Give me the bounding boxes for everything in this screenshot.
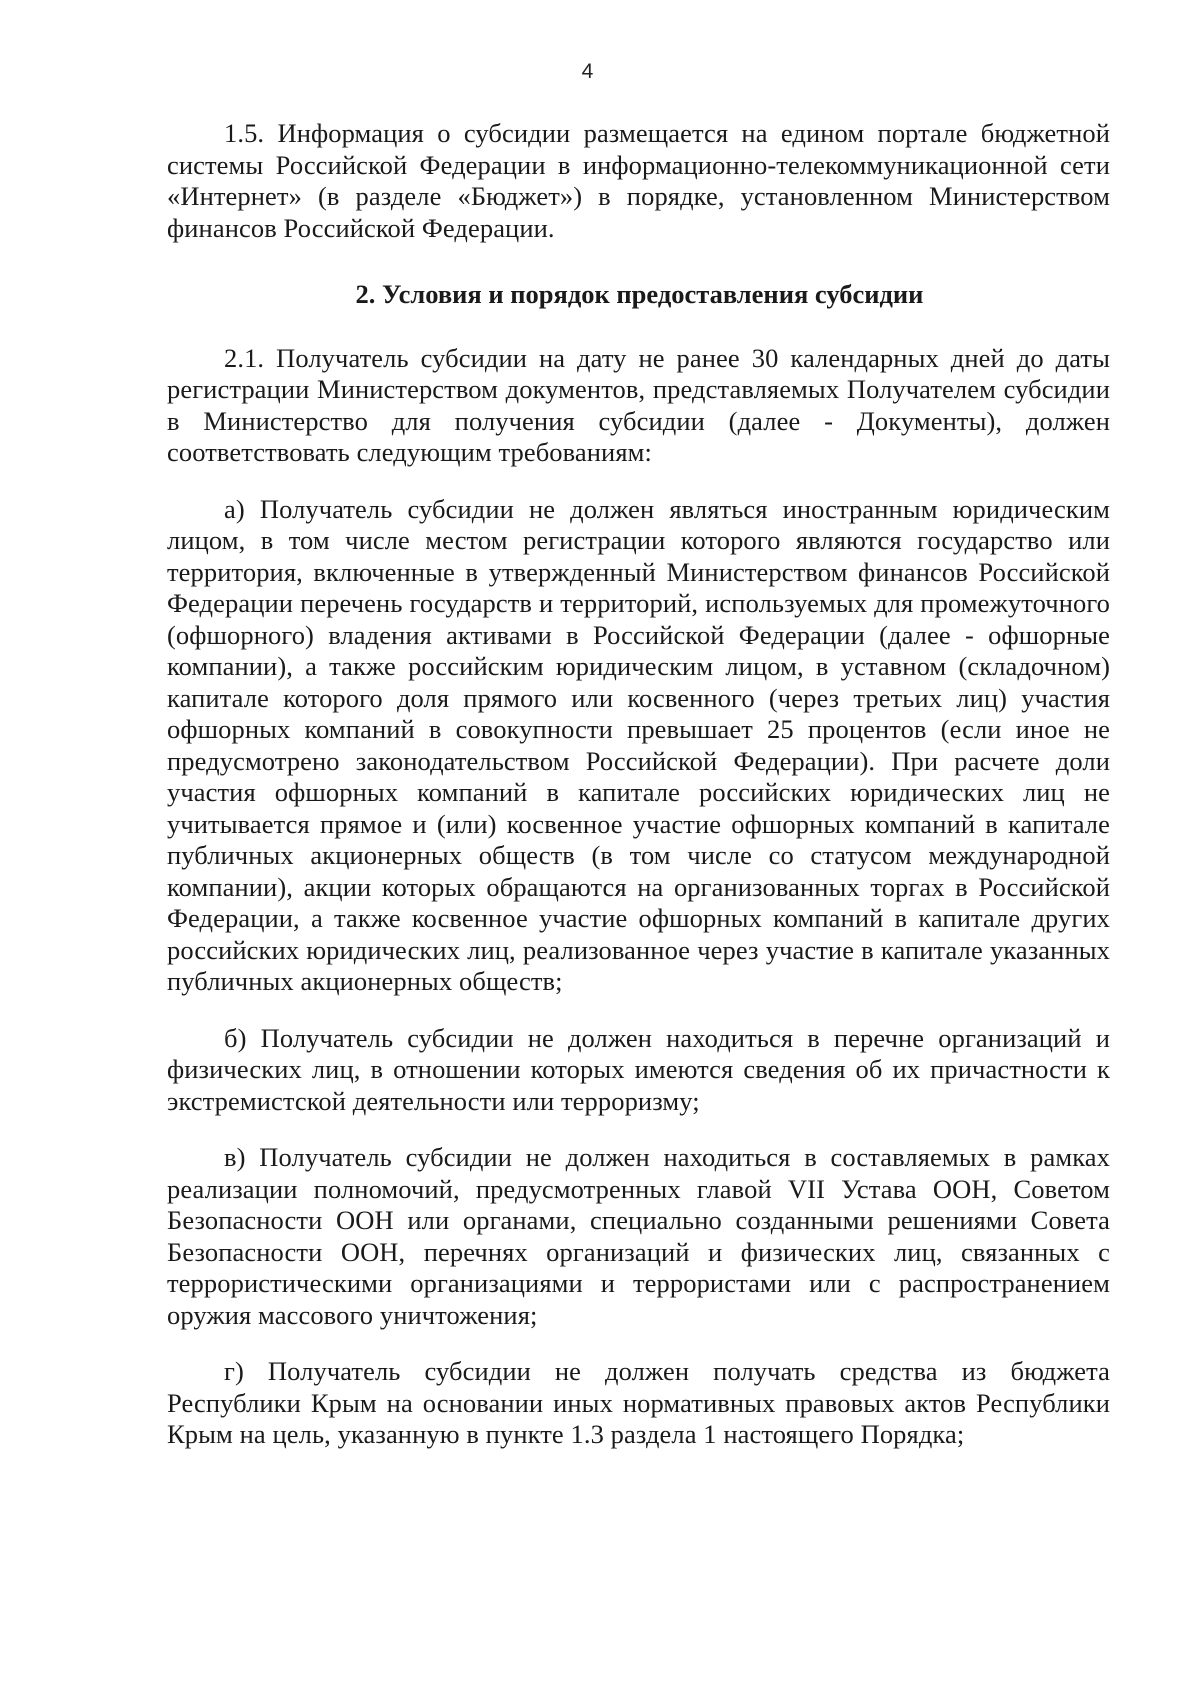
document-body bbox=[167, 118, 1110, 1451]
paragraph-2-1: 2.1. Получатель субсидии на дату не ранее 30 календарных дней до даты регистрации Министерством документов, представляемых Получателем субсидии в Министерство для получения субсидии (далее - Документы), должен соответствовать следующим требованиям: bbox=[167, 342, 1110, 467]
paragraph-1-5: 1.5. Информация о субсидии размещается на едином портале бюджетной системы Российской Федерации в информационно-телекоммуникационной сети «Интернет» (в разделе «Бюджет») в порядке, установленном Министерством финансов Российской Федерации. bbox=[167, 118, 1110, 243]
paragraph-item-b: б) Получатель субсидии не должен находиться в перечне организаций и физических лиц, в отношении которых имеются сведения об их причастности к экстремистской деятельности или терроризму; bbox=[167, 1022, 1110, 1116]
paragraph-item-v: в) Получатель субсидии не должен находиться в составляемых в рамках реализации полномочий, предусмотренных главой VII Устава ООН, Советом Безопасности ООН или органами, специально созданными решениями Совета Безопасности ООН, перечнях организаций и физических лиц, связанных с террористическими организациями и террористами или с распространением оружия массового уничтожения; bbox=[167, 1142, 1110, 1330]
page-number: 4 bbox=[581, 60, 594, 83]
paragraph-item-g: г) Получатель субсидии не должен получать средства из бюджета Республики Крым на основании иных нормативных правовых актов Республики Крым на цель, указанную в пункте 1.3 раздела 1 настоящего Порядка; bbox=[167, 1356, 1110, 1449]
section-heading: 2. Условия и порядок предоставления субсидии bbox=[355, 279, 924, 309]
paragraph-item-a: а) Получатель субсидии не должен являться иностранным юридическим лицом, в том числе местом регистрации которого являются государство или территория, включенные в утвержденный Министерством финансов Российской Федерации перечень государств и территорий, используемых для промежуточного (офшорного) владения активами в Российской Федерации (далее - офшорные компании), а также российским юридическим лицом, в уставном (складочном) капитале которого доля прямого или косвенного (через третьих лиц) участия офшорных компаний в совокупности превышает 25 процентов (если иное не предусмотрено законодательством Российской Федерации). При расчете доли участия офшорных компаний в капитале российских юридических лиц не учитывается прямое и (или) косвенное участие офшорных компаний в капитале публичных акционерных обществ (в том числе со статусом международной компании), акции которых обращаются на организованных торгах в Российской Федерации, а также косвенное участие офшорных компаний в капитале других российских юридических лиц, реализованное через участие в капитале указанных публичных акционерных обществ; bbox=[167, 493, 1110, 996]
